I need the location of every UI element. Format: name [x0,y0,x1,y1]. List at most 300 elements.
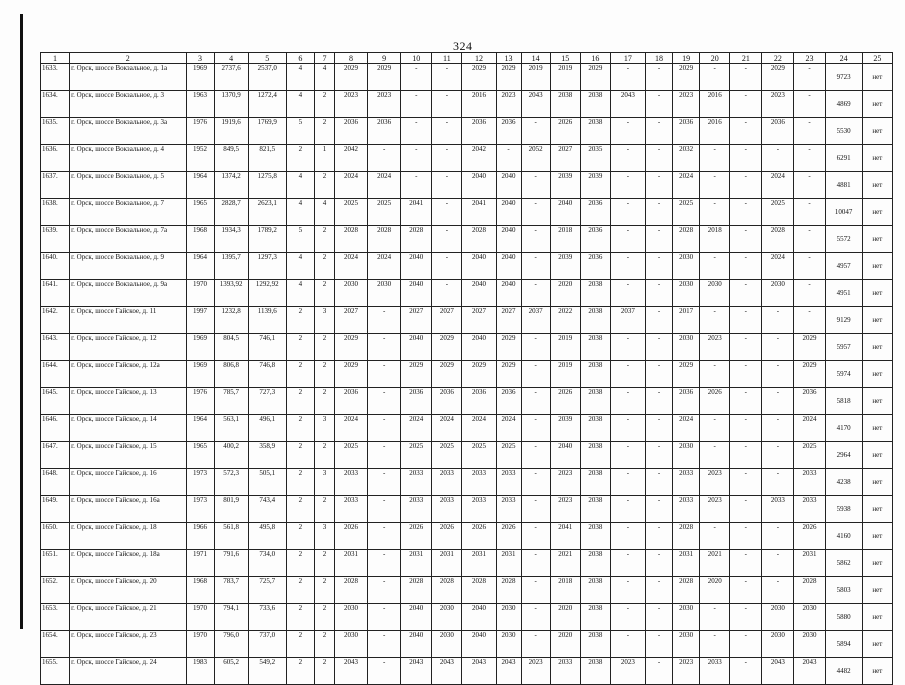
table-cell: 1965 [186,442,214,469]
table-cell: - [521,253,550,280]
table-cell: 2 [314,631,334,658]
table-cell: 2040 [401,334,432,361]
table-cell: - [368,550,401,577]
table-cell: 2020 [550,604,580,631]
table-cell: 1374,2 [214,172,248,199]
address-cell: г. Орск, шоссе Вокзальное, д. 1а [70,64,186,91]
table-cell: - [610,550,645,577]
table-cell: 1395,7 [214,253,248,280]
table-cell: 2030 [700,280,730,307]
table-cell: 2030 [673,442,700,469]
table-cell: - [700,442,730,469]
table-cell: - [730,415,762,442]
table-cell: нет [862,361,892,388]
binding-edge [20,14,23,629]
table-cell: 2024 [794,415,825,442]
table-cell: - [610,118,645,145]
table-cell: 2031 [432,550,462,577]
table-cell: - [610,334,645,361]
table-cell: - [610,577,645,604]
table-cell: - [730,64,762,91]
table-cell: - [432,199,462,226]
address-cell: г. Орск, шоссе Вокзальное, д. 4 [70,145,186,172]
address-cell: г. Орск, шоссе Вокзальное, д. 7а [70,226,186,253]
table-cell: 2040 [496,226,521,253]
table-cell: 2036 [794,388,825,415]
table-cell: 2018 [550,226,580,253]
table-cell: 725,7 [248,577,286,604]
table-cell: 2021 [700,550,730,577]
table-cell: 2 [314,226,334,253]
address-cell: г. Орск, шоссе Вокзальное, д. 5 [70,172,186,199]
address-cell: г. Орск, шоссе Гайское, д. 12 [70,334,186,361]
table-cell: 5803 [825,577,862,604]
table-cell: - [794,280,825,307]
row-number: 1637. [41,172,70,199]
table-cell: 505,1 [248,469,286,496]
table-cell: 2 [286,388,314,415]
table-cell: 2029 [462,361,496,388]
table-cell: - [521,631,550,658]
table-cell: - [645,658,672,685]
table-cell: - [794,145,825,172]
table-cell: - [368,604,401,631]
table-cell: - [730,496,762,523]
table-cell: 5938 [825,496,862,523]
table-cell: 2027 [550,145,580,172]
row-number: 1655. [41,658,70,685]
table-row [41,118,893,145]
table-cell: 2021 [550,550,580,577]
table-cell: 10047 [825,199,862,226]
table-cell: 2020 [550,280,580,307]
table-row [41,658,893,685]
table-cell: - [730,334,762,361]
table-cell: 2030 [334,631,367,658]
table-cell: 2036 [762,118,794,145]
table-cell: 4 [286,253,314,280]
table-cell: 801,9 [214,496,248,523]
table-cell: - [645,118,672,145]
table-cell: 2 [314,118,334,145]
table-cell: 4482 [825,658,862,685]
table-cell: 2029 [368,64,401,91]
table-cell: нет [862,631,892,658]
column-number: 18 [645,53,672,64]
column-number: 19 [673,53,700,64]
table-cell: 2041 [401,199,432,226]
table-cell: 2024 [334,253,367,280]
table-cell: 4 [286,91,314,118]
address-cell: г. Орск, шоссе Гайское, д. 12а [70,361,186,388]
table-cell: - [432,118,462,145]
table-cell: 2036 [432,388,462,415]
table-cell: 4 [286,64,314,91]
table-cell: - [762,523,794,550]
row-number: 1643. [41,334,70,361]
row-number: 1651. [41,550,70,577]
address-cell: г. Орск, шоссе Гайское, д. 16 [70,469,186,496]
address-cell: г. Орск, шоссе Гайское, д. 13 [70,388,186,415]
table-cell: 2033 [550,658,580,685]
table-cell: 2033 [401,469,432,496]
table-cell: нет [862,550,892,577]
table-cell: 3 [314,523,334,550]
table-cell: 2038 [580,550,610,577]
table-cell: 2030 [762,280,794,307]
row-number: 1635. [41,118,70,145]
table-cell: 2029 [762,64,794,91]
table-cell: 2031 [462,550,496,577]
table-row [41,523,893,550]
table-row [41,442,893,469]
table-cell: 4 [286,199,314,226]
table-cell: - [762,550,794,577]
table-cell: 4951 [825,280,862,307]
table-cell: 2031 [673,550,700,577]
table-cell: - [794,64,825,91]
table-cell: 2023 [550,496,580,523]
table-cell: 2020 [550,631,580,658]
table-cell: 2030 [673,604,700,631]
column-number: 16 [580,53,610,64]
table-cell: 2030 [794,604,825,631]
table-cell: 495,8 [248,523,286,550]
table-cell: нет [862,91,892,118]
table-cell: 1964 [186,415,214,442]
row-number: 1638. [41,199,70,226]
table-cell: 746,1 [248,334,286,361]
table-row [41,253,893,280]
row-number: 1641. [41,280,70,307]
table-cell: - [368,577,401,604]
table-cell: нет [862,496,892,523]
column-number: 3 [186,53,214,64]
column-number: 12 [462,53,496,64]
table-cell: 2026 [550,118,580,145]
address-cell: г. Орск, шоссе Вокзальное, д. 9 [70,253,186,280]
table-cell: - [762,145,794,172]
table-cell: 2029 [334,361,367,388]
table-cell: 5880 [825,604,862,631]
table-cell: - [432,91,462,118]
table-cell: 2623,1 [248,199,286,226]
table-cell: 2029 [496,334,521,361]
table-cell: - [794,307,825,334]
table-cell: 2040 [462,172,496,199]
table-row [41,496,893,523]
address-cell: г. Орск, шоссе Гайское, д. 24 [70,658,186,685]
table-cell: 1789,2 [248,226,286,253]
table-cell: 2030 [432,631,462,658]
table-cell: 2043 [762,658,794,685]
table-cell: 2036 [334,118,367,145]
table-cell: 2028 [673,226,700,253]
table-cell: 1769,9 [248,118,286,145]
table-cell: - [610,604,645,631]
table-cell: 2040 [550,442,580,469]
table-cell: - [794,91,825,118]
table-cell: 2030 [496,631,521,658]
table-cell: - [610,496,645,523]
table-cell: 1272,4 [248,91,286,118]
table-cell: 2038 [550,91,580,118]
table-cell: - [610,172,645,199]
table-cell: 496,1 [248,415,286,442]
table-cell: 2025 [334,199,367,226]
column-number: 20 [700,53,730,64]
table-cell: нет [862,442,892,469]
table-cell: 2028 [401,577,432,604]
table-cell: - [432,280,462,307]
table-cell: - [700,361,730,388]
table-cell: 2019 [521,64,550,91]
table-row [41,226,893,253]
table-cell: 2024 [368,253,401,280]
table-cell: 1964 [186,253,214,280]
table-cell: 737,0 [248,631,286,658]
table-cell: 4 [286,172,314,199]
table-cell: 2 [286,361,314,388]
table-cell: - [700,523,730,550]
table-cell: 2040 [462,280,496,307]
address-cell: г. Орск, шоссе Вокзальное, д. 3 [70,91,186,118]
table-cell: 2035 [580,145,610,172]
table-cell: - [730,604,762,631]
table-cell: нет [862,226,892,253]
column-number: 10 [401,53,432,64]
column-number: 5 [248,53,286,64]
table-cell: нет [862,253,892,280]
table-cell: - [645,523,672,550]
table-cell: - [730,631,762,658]
table-cell: 2027 [496,307,521,334]
table-cell: 2026 [462,523,496,550]
table-cell: 358,9 [248,442,286,469]
table-cell: - [368,496,401,523]
table-cell: 2028 [673,577,700,604]
table-cell: 2 [286,577,314,604]
table-row [41,604,893,631]
table-cell: 2043 [521,91,550,118]
table-cell: - [368,523,401,550]
table-cell: 4160 [825,523,862,550]
table-cell: - [368,334,401,361]
table-cell: - [700,307,730,334]
table-cell: 2033 [432,496,462,523]
table-cell: - [762,388,794,415]
table-cell: 821,5 [248,145,286,172]
column-number: 23 [794,53,825,64]
table-cell: 1297,3 [248,253,286,280]
table-cell: 2 [314,604,334,631]
table-cell: 2039 [550,415,580,442]
table-cell: - [610,415,645,442]
address-cell: г. Орск, шоссе Гайское, д. 11 [70,307,186,334]
table-cell: 2023 [550,469,580,496]
table-cell: - [610,469,645,496]
table-cell: 2038 [580,415,610,442]
table-cell: 746,8 [248,361,286,388]
table-cell: - [645,64,672,91]
table-cell: 2024 [401,415,432,442]
table-cell: 1919,6 [214,118,248,145]
table-cell: 2029 [673,361,700,388]
table-cell: 561,8 [214,523,248,550]
table-cell: 2025 [462,442,496,469]
table-cell: нет [862,388,892,415]
row-number: 1645. [41,388,70,415]
table-cell: 2029 [462,64,496,91]
table-cell: 2040 [496,253,521,280]
table-cell: 2024 [496,415,521,442]
table-cell: - [368,361,401,388]
table-cell: 783,7 [214,577,248,604]
table-cell: 2036 [401,388,432,415]
table-cell: 5862 [825,550,862,577]
table-cell: 2 [314,280,334,307]
table-row [41,388,893,415]
table-cell: нет [862,145,892,172]
table-cell: 2038 [580,307,610,334]
table-row [41,334,893,361]
address-cell: г. Орск, шоссе Гайское, д. 20 [70,577,186,604]
table-cell: 2030 [673,631,700,658]
column-number: 1 [41,53,70,64]
table-cell: 2033 [334,496,367,523]
table-cell: - [730,658,762,685]
table-cell: 2028 [673,523,700,550]
table-cell: 1952 [186,145,214,172]
table-cell: 2038 [580,91,610,118]
table-cell: 2036 [673,118,700,145]
table-cell: - [700,199,730,226]
table-cell: - [401,91,432,118]
table-cell: 4957 [825,253,862,280]
table-cell: 2025 [794,442,825,469]
table-cell: - [645,280,672,307]
table-row [41,64,893,91]
table-cell: 6291 [825,145,862,172]
register-table [40,52,893,685]
table-cell: 2038 [580,604,610,631]
table-cell: 2031 [496,550,521,577]
table-cell: 2029 [432,361,462,388]
table-row [41,469,893,496]
column-number: 25 [862,53,892,64]
table-cell: 5894 [825,631,862,658]
table-cell: 2025 [762,199,794,226]
table-cell: - [610,64,645,91]
table-cell: - [645,631,672,658]
table-cell: нет [862,658,892,685]
table-cell: 2025 [673,199,700,226]
table-cell: 2 [314,91,334,118]
table-cell: 2 [314,496,334,523]
table-cell: 5818 [825,388,862,415]
table-cell: - [521,604,550,631]
table-cell: - [700,64,730,91]
row-number: 1642. [41,307,70,334]
table-cell: 1969 [186,361,214,388]
table-cell: 2029 [334,334,367,361]
table-cell: - [368,307,401,334]
table-cell: 2024 [334,172,367,199]
table-cell: 734,0 [248,550,286,577]
table-cell: 2018 [700,226,730,253]
table-cell: - [368,145,401,172]
table-cell: - [521,118,550,145]
table-cell: 2037 [521,307,550,334]
row-number: 1650. [41,523,70,550]
row-number: 1646. [41,415,70,442]
column-number: 2 [70,53,186,64]
table-cell: 1973 [186,469,214,496]
table-cell: 2030 [673,334,700,361]
table-cell: 2030 [368,280,401,307]
table-cell: - [730,91,762,118]
column-number: 4 [214,53,248,64]
table-cell: - [730,118,762,145]
table-cell: 1997 [186,307,214,334]
column-number: 7 [314,53,334,64]
table-cell: 2040 [462,334,496,361]
table-cell: - [432,145,462,172]
table-cell: 2040 [401,253,432,280]
table-cell: 605,2 [214,658,248,685]
table-cell: 2019 [550,64,580,91]
table-cell: 2 [314,577,334,604]
column-number: 9 [368,53,401,64]
table-cell: 2036 [673,388,700,415]
table-cell: 2040 [401,604,432,631]
address-cell: г. Орск, шоссе Гайское, д. 18 [70,523,186,550]
table-cell: 806,8 [214,361,248,388]
table-cell: 2043 [496,658,521,685]
table-cell: 2027 [462,307,496,334]
table-cell: 2038 [580,523,610,550]
table-cell: 1370,9 [214,91,248,118]
table-cell: 2029 [401,361,432,388]
table-cell: 2042 [334,145,367,172]
table-cell: 2033 [432,469,462,496]
table-cell: - [610,199,645,226]
table-cell: - [730,469,762,496]
table-cell: 2030 [794,631,825,658]
row-number: 1644. [41,361,70,388]
address-cell: г. Орск, шоссе Гайское, д. 23 [70,631,186,658]
table-cell: 563,1 [214,415,248,442]
table-cell: - [521,550,550,577]
table-cell: - [762,307,794,334]
table-cell: 1968 [186,226,214,253]
table-cell: 2036 [496,118,521,145]
table-cell: 2023 [521,658,550,685]
address-cell: г. Орск, шоссе Гайское, д. 15 [70,442,186,469]
table-cell: 2033 [462,469,496,496]
table-cell: 2036 [496,388,521,415]
table-cell: - [432,64,462,91]
table-cell: 2 [314,550,334,577]
table-cell: - [610,280,645,307]
table-cell: 2018 [550,577,580,604]
table-cell: 2038 [580,496,610,523]
table-cell: 2043 [462,658,496,685]
table-cell: 2 [286,496,314,523]
table-cell: 2043 [401,658,432,685]
table-cell: 2023 [334,91,367,118]
table-cell: - [730,550,762,577]
